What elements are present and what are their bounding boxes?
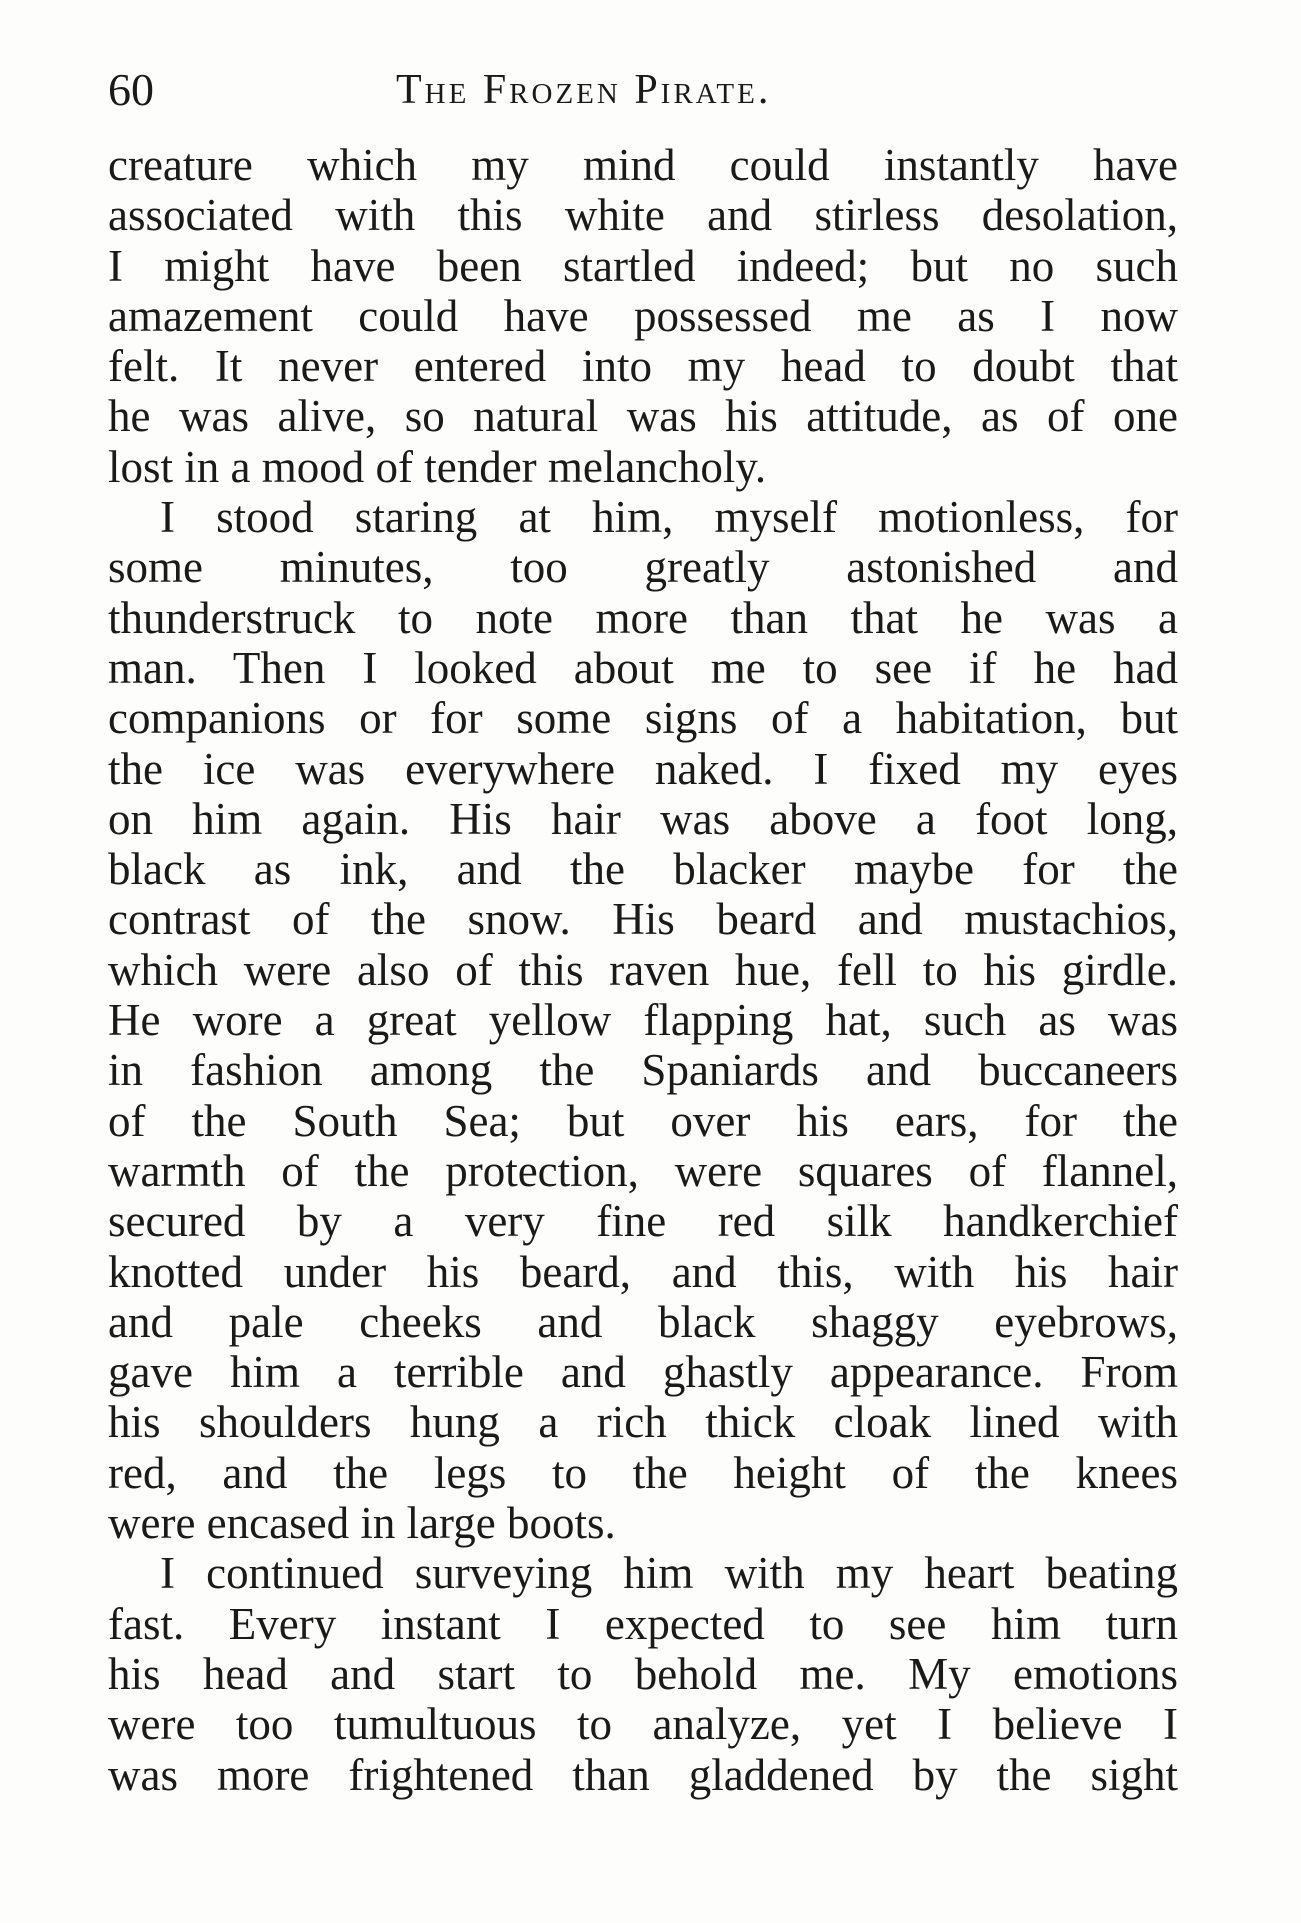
text-line: lost in a mood of tender melancholy. bbox=[108, 441, 767, 492]
text-line: black as ink, and the blacker maybe for the bbox=[108, 844, 1178, 895]
text-line: I might have been startled indeed; but no such bbox=[108, 240, 1178, 291]
text-line: his shoulders hung a rich thick cloak lined with bbox=[108, 1397, 1178, 1448]
text-line: were too tumultuous to analyze, yet I believe I bbox=[108, 1699, 1178, 1750]
text-line: amazement could have possessed me as I now bbox=[108, 290, 1178, 341]
text-line: the ice was everywhere naked. I fixed my eyes bbox=[108, 743, 1178, 794]
text-line: creature which my mind could instantly have bbox=[108, 140, 1178, 190]
text-line: I stood staring at him, myself motionless, for bbox=[160, 492, 1178, 543]
text-line: man. Then I looked about me to see if he had bbox=[108, 642, 1178, 693]
text-line: his head and start to behold me. My emotions bbox=[108, 1648, 1178, 1699]
page-number: 60 bbox=[108, 64, 154, 115]
text-line: He wore a great yellow flapping hat, such as was bbox=[108, 995, 1178, 1046]
text-line: was more frightened than gladdened by the sight bbox=[108, 1749, 1178, 1800]
body-text bbox=[108, 140, 1178, 1800]
text-line: felt. It never entered into my head to doubt that bbox=[108, 341, 1178, 392]
paragraph-1 bbox=[108, 140, 1178, 492]
text-line: companions or for some signs of a habitation, but bbox=[108, 693, 1178, 744]
text-line: gave him a terrible and ghastly appearance. From bbox=[108, 1347, 1178, 1398]
text-line: on him again. His hair was above a foot long, bbox=[108, 793, 1178, 844]
text-line: thunderstruck to note more than that he was a bbox=[108, 592, 1178, 643]
text-line: some minutes, too greatly astonished and bbox=[108, 542, 1178, 593]
text-line: of the South Sea; but over his ears, for the bbox=[108, 1095, 1178, 1146]
text-line: red, and the legs to the height of the knees bbox=[108, 1447, 1178, 1498]
text-line: warmth of the protection, were squares of flannel, bbox=[108, 1145, 1178, 1196]
paragraph-3 bbox=[108, 1548, 1178, 1799]
text-line: in fashion among the Spaniards and buccaneers bbox=[108, 1045, 1178, 1096]
text-line: knotted under his beard, and this, with his hair bbox=[108, 1246, 1178, 1297]
text-line: contrast of the snow. His beard and mustachios, bbox=[108, 894, 1178, 945]
paragraph-2 bbox=[108, 492, 1178, 1548]
text-line: fast. Every instant I expected to see him turn bbox=[108, 1598, 1178, 1649]
text-line: which were also of this raven hue, fell to his girdle. bbox=[108, 944, 1178, 995]
text-line: were encased in large boots. bbox=[108, 1498, 616, 1549]
text-line: he was alive, so natural was his attitude, as of one bbox=[108, 391, 1178, 442]
text-line: secured by a very fine red silk handkerchief bbox=[108, 1196, 1178, 1247]
text-line: associated with this white and stirless desolation, bbox=[108, 190, 1178, 241]
text-line: I continued surveying him with my heart beating bbox=[160, 1548, 1178, 1599]
text-line: and pale cheeks and black shaggy eyebrows, bbox=[108, 1296, 1178, 1347]
book-title: The Frozen Pirate. bbox=[396, 67, 772, 113]
running-head bbox=[108, 60, 1178, 120]
